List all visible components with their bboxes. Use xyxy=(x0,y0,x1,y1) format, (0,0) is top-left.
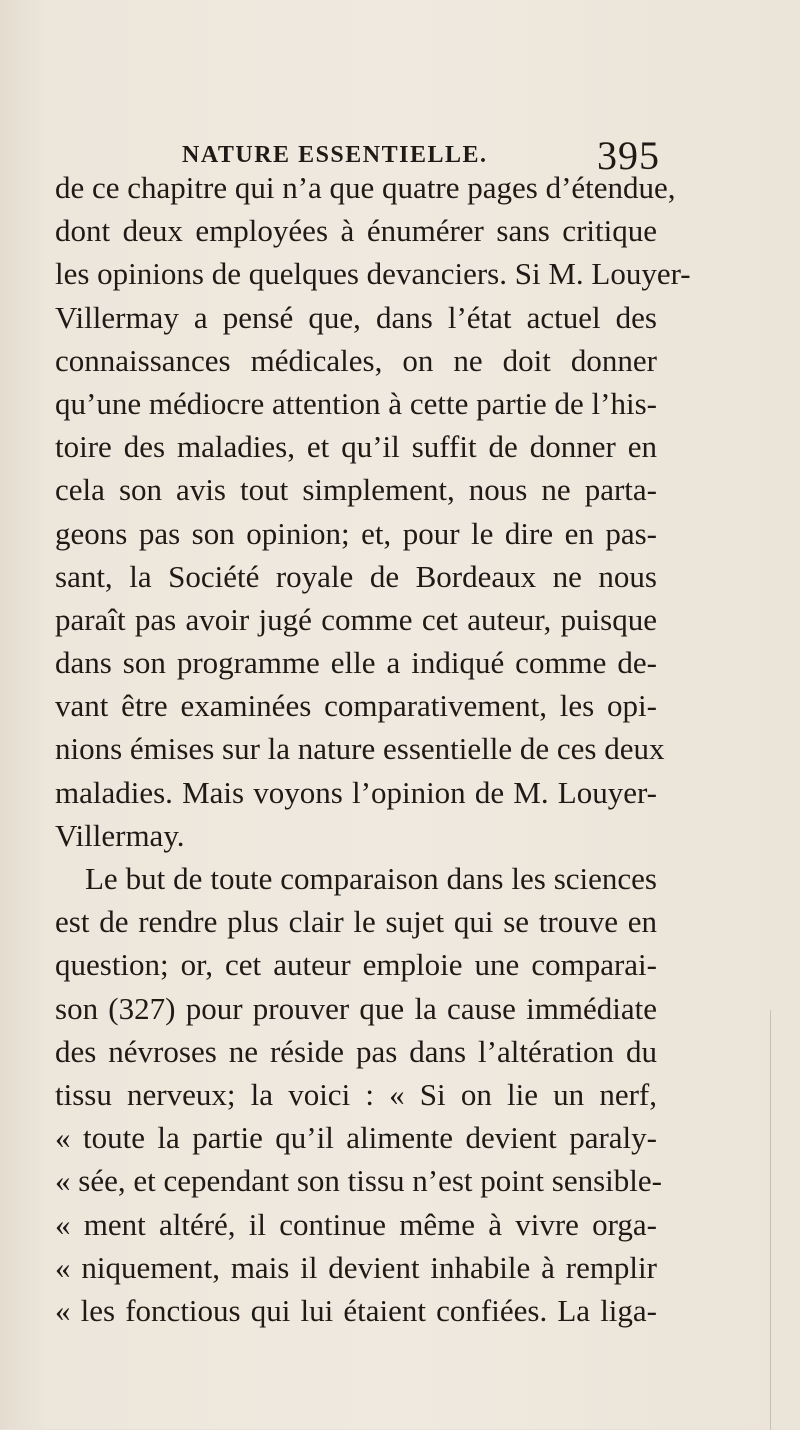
text-line: qu’une médiocre attention à cette partie de l’his- xyxy=(55,385,657,421)
text-line: son (327) pour prouver que la cause immédiate xyxy=(55,990,657,1026)
body-text xyxy=(55,166,691,1332)
text-line: cela son avis tout simplement, nous ne parta- xyxy=(55,472,657,508)
text-line: question; or, cet auteur emploie une comparai- xyxy=(55,947,657,983)
text-line: dont deux employées à énumérer sans critique xyxy=(55,213,657,249)
text-line: est de rendre plus clair le sujet qui se trouve en xyxy=(55,904,657,940)
text-line: dans son programme elle a indiqué comme de- xyxy=(55,645,657,681)
text-line: des névroses ne réside pas dans l’altération du xyxy=(55,1033,657,1069)
text-line: geons pas son opinion; et, pour le dire en pas- xyxy=(55,515,657,551)
text-line: Villermay a pensé que, dans l’état actuel des xyxy=(55,299,657,335)
text-line: paraît pas avoir jugé comme cet auteur, puisque xyxy=(55,601,657,637)
paragraph-first-line: Le but de toute comparaison dans les sciences xyxy=(85,861,657,896)
quote-line: « les fonctious qui lui étaient confiées. La liga- xyxy=(55,1292,657,1328)
text-line: maladies. Mais voyons l’opinion de M. Louyer- xyxy=(55,774,657,810)
text-line: Villermay. xyxy=(55,817,185,853)
text-line: tissu nerveux; la voici : « Si on lie un nerf, xyxy=(55,1076,657,1112)
quote-line: « niquement, mais il devient inhabile à remplir xyxy=(55,1249,657,1285)
text-line: connaissances médicales, on ne doit donner xyxy=(55,342,657,378)
page-number: 395 xyxy=(597,133,660,178)
text-line: nions émises sur la nature essentielle de ces deux xyxy=(55,731,665,767)
text-line: de ce chapitre qui n’a que quatre pages d’étendue, xyxy=(55,170,676,205)
quote-line: « toute la partie qu’il alimente devient paraly- xyxy=(55,1120,657,1156)
text-line: sant, la Société royale de Bordeaux ne nous xyxy=(55,558,657,594)
page-edge-line xyxy=(770,1010,771,1430)
text-line: vant être examinées comparativement, les opi- xyxy=(55,688,657,724)
text-line: toire des maladies, et qu’il suffit de donner en xyxy=(55,429,657,465)
quote-line: « sée, et cependant son tissu n’est point sensible- xyxy=(55,1163,662,1199)
text-line: les opinions de quelques devanciers. Si M. Louyer- xyxy=(55,256,691,292)
quote-line: « ment altéré, il continue même à vivre orga- xyxy=(55,1206,657,1242)
running-title: NATURE ESSENTIELLE. xyxy=(182,142,488,168)
